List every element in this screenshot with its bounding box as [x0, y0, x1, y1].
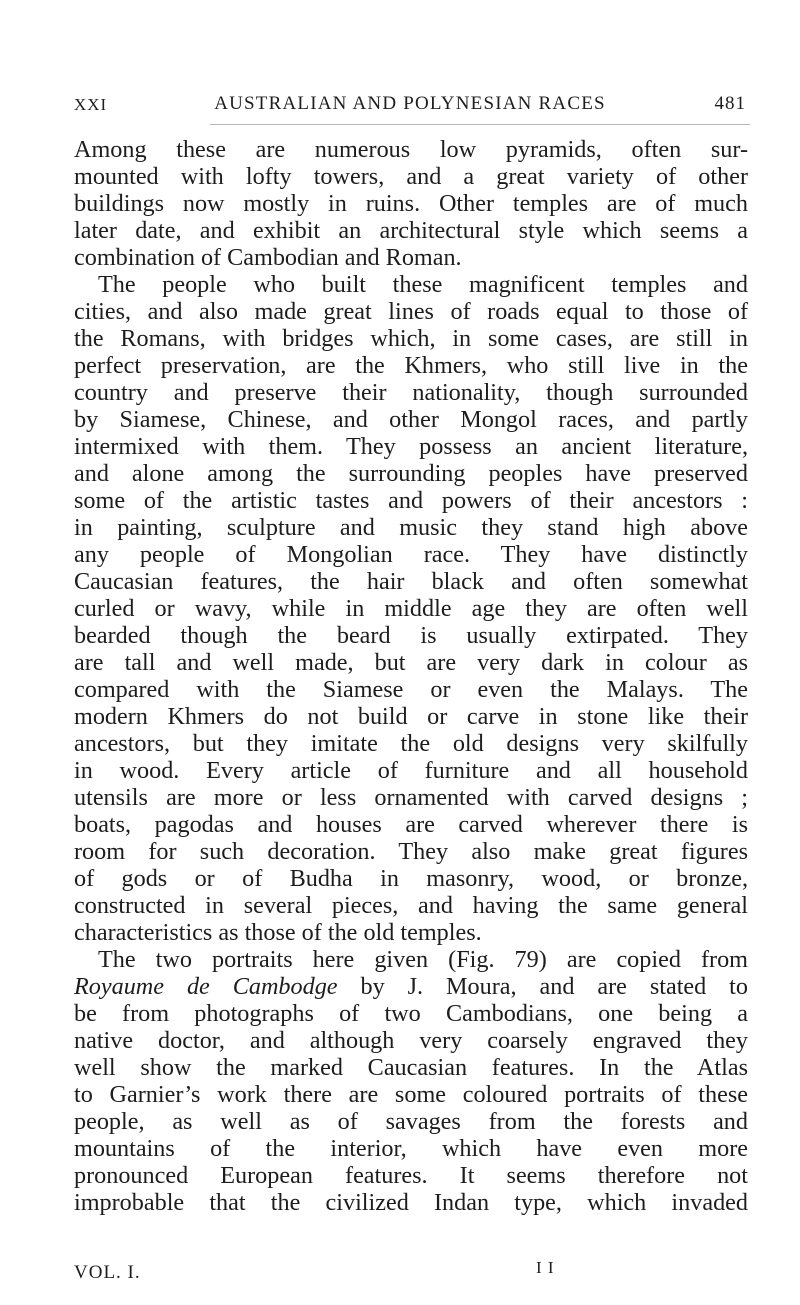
- volume-label: VOL. I.: [74, 1262, 141, 1283]
- page-number: 481: [714, 93, 746, 114]
- text-line: in wood. Every article of furniture and all household: [74, 757, 748, 784]
- text-line: modern Khmers do not build or carve in stone like their: [74, 703, 748, 730]
- text-line: intermixed with them. They possess an ancient literature,: [74, 433, 748, 460]
- text-line: any people of Mongolian race. They have distinctly: [74, 541, 748, 568]
- text-line: utensils are more or less ornamented with carved designs ;: [74, 784, 748, 811]
- text-line: buildings now mostly in ruins. Other temples are of much: [74, 190, 748, 217]
- text-line: in painting, sculpture and music they stand high above: [74, 514, 748, 541]
- text-line: Among these are numerous low pyramids, often sur-: [74, 136, 748, 163]
- text-line: characteristics as those of the old temples.: [74, 919, 482, 946]
- text-line: mountains of the interior, which have even more: [74, 1135, 748, 1162]
- text-line: The two portraits here given (Fig. 79) are copied from: [98, 946, 748, 973]
- text-line: to Garnier’s work there are some coloured portraits of these: [74, 1081, 748, 1108]
- running-head: [74, 93, 746, 123]
- text-line: combination of Cambodian and Roman.: [74, 244, 462, 271]
- text-line: native doctor, and although very coarsely engraved they: [74, 1027, 748, 1054]
- text-line: of gods or of Budha in masonry, wood, or bronze,: [74, 865, 748, 892]
- text-line: room for such decoration. They also make great figures: [74, 838, 748, 865]
- text-line: The people who built these magnificent temples and: [98, 271, 748, 298]
- text-line: and alone among the surrounding peoples have preserved: [74, 460, 748, 487]
- text-line: are tall and well made, but are very dark in colour as: [74, 649, 748, 676]
- text-line: cities, and also made great lines of roads equal to those of: [74, 298, 748, 325]
- text-line: pronounced European features. It seems therefore not: [74, 1162, 748, 1189]
- body-text: [74, 136, 748, 1216]
- text-line: some of the artistic tastes and powers of their ancestors :: [74, 487, 748, 514]
- text-line: constructed in several pieces, and having the same general: [74, 892, 748, 919]
- text-line: later date, and exhibit an architectural style which seems a: [74, 217, 748, 244]
- header-rule: [210, 124, 750, 125]
- text-line: be from photographs of two Cambodians, one being a: [74, 1000, 748, 1027]
- text-line: bearded though the beard is usually extirpated. They: [74, 622, 748, 649]
- text-line: [74, 973, 748, 1000]
- text-fragment: by J. Moura, and are stated to: [337, 973, 749, 1000]
- page-footer: [74, 1258, 746, 1292]
- text-line: people, as well as of savages from the forests and: [74, 1108, 748, 1135]
- book-title: Royaume de Cambodge: [74, 973, 338, 1000]
- text-line: curled or wavy, while in middle age they are often well: [74, 595, 748, 622]
- text-line: mounted with lofty towers, and a great variety of other: [74, 163, 748, 190]
- text-line: well show the marked Caucasian features. In the Atlas: [74, 1054, 748, 1081]
- text-line: by Siamese, Chinese, and other Mongol races, and partly: [74, 406, 748, 433]
- text-line: country and preserve their nationality, though surrounded: [74, 379, 748, 406]
- chapter-number: XXI: [74, 95, 108, 114]
- text-line: perfect preservation, are the Khmers, who still live in the: [74, 352, 748, 379]
- text-line: the Romans, with bridges which, in some cases, are still in: [74, 325, 748, 352]
- text-line: compared with the Siamese or even the Malays. The: [74, 676, 748, 703]
- text-line: boats, pagodas and houses are carved wherever there is: [74, 811, 748, 838]
- text-line: Caucasian features, the hair black and often somewhat: [74, 568, 748, 595]
- text-line: ancestors, but they imitate the old designs very skilfully: [74, 730, 748, 757]
- text-line: improbable that the civilized Indan type, which invaded: [74, 1189, 748, 1216]
- running-title: AUSTRALIAN AND POLYNESIAN RACES: [214, 93, 606, 114]
- signature-mark: I I: [536, 1258, 555, 1277]
